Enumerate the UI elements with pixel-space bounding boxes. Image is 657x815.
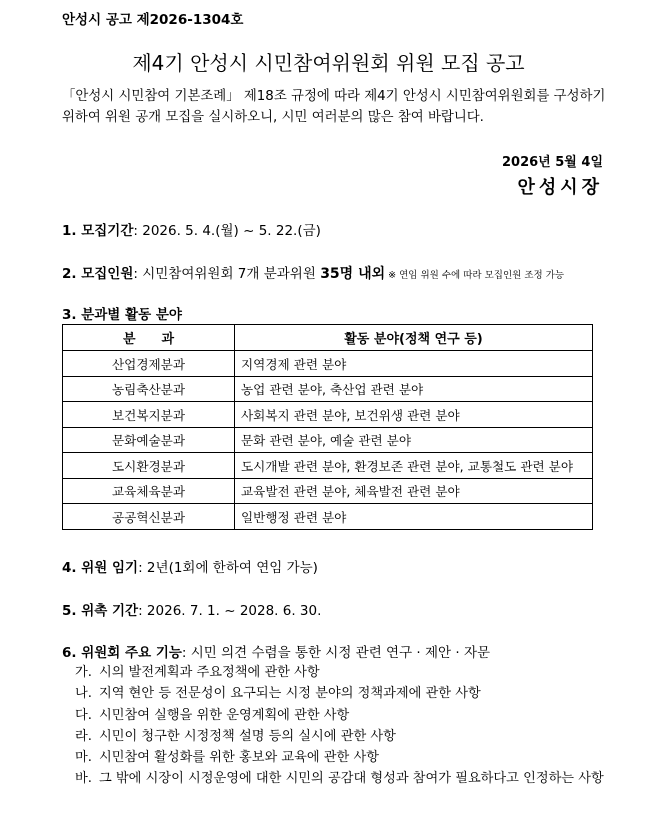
table-cell: 문화예술분과: [63, 427, 235, 453]
member-note: ※ 연임 위원 수에 따라 모집인원 조정 가능: [385, 270, 565, 281]
page-title: 제4기 안성시 시민참여위원회 위원 모집 공고: [132, 51, 525, 75]
table-header-row: [63, 325, 593, 351]
section-heading: 3. 분과별 활동 분야: [62, 307, 182, 323]
table-cell: 도시개발 관련 분야, 환경보존 관련 분야, 교통철도 관련 분야: [235, 453, 593, 479]
table-cell: 사회복지 관련 분야, 보건위생 관련 분야: [235, 402, 593, 428]
member-count: 35명 내외: [320, 266, 386, 282]
table-cell: 보건복지분과: [63, 402, 235, 428]
section-heading: 2. 모집인원: [62, 266, 134, 282]
table-row: [63, 504, 593, 530]
section-commission: [62, 599, 321, 619]
list-item: [75, 662, 609, 683]
section-heading: 1. 모집기간: [62, 223, 134, 239]
list-marker: 가.: [75, 665, 92, 680]
intro-line: 위하여 위원 공개 모집을 실시하오니, 시민 여러분의 많은 참여 바랍니다.: [62, 110, 484, 125]
section-period: [62, 219, 321, 239]
section-value: : 2년(1회에 한하여 연임 가능): [138, 560, 318, 576]
list-item: [75, 747, 609, 768]
list-text: 시민이 청구한 시정정책 설명 등의 실시에 관한 사항: [99, 728, 396, 744]
list-item: [75, 726, 609, 747]
table-row: [63, 453, 593, 479]
notice-date: 2026년 5월 4일: [502, 155, 603, 170]
list-marker: 다.: [75, 707, 92, 723]
table-row: [63, 376, 593, 402]
fields-table: [62, 324, 593, 530]
list-text: 시의 발전계획과 주요정책에 관한 사항: [99, 665, 320, 680]
table-cell: 일반행정 관련 분야: [235, 504, 593, 530]
table-cell: 문화 관련 분야, 예술 관련 분야: [235, 427, 593, 453]
notice-number: 안성시 공고 제2026-1304호: [62, 12, 244, 28]
list-text: 시민참여 실행을 위한 운영계획에 관한 사항: [99, 707, 350, 723]
list-text: 시민참여 활성화를 위한 홍보와 교육에 관한 사항: [99, 750, 379, 766]
signer: 안성시장: [517, 177, 603, 198]
section-heading: 5. 위촉 기간: [62, 603, 139, 619]
section-value: : 시민 의견 수렴을 통한 시정 관련 연구 · 제안 · 자문: [181, 645, 491, 661]
list-marker: 라.: [75, 728, 92, 744]
section-term: [62, 556, 318, 576]
list-marker: 나.: [75, 686, 92, 702]
section-value: : 2026. 7. 1. ~ 2028. 6. 30.: [138, 603, 322, 619]
table-row: [63, 351, 593, 377]
table-cell: 농림축산분과: [63, 376, 235, 402]
table-row: [63, 402, 593, 428]
table-cell: 산업경제분과: [63, 351, 235, 377]
list-item: [75, 705, 609, 726]
list-marker: 바.: [75, 771, 92, 787]
table-cell: 지역경제 관련 분야: [235, 351, 593, 377]
table-cell: 공공혁신분과: [63, 504, 235, 530]
table-cell: 교육체육분과: [63, 478, 235, 504]
column-header: 분과: [63, 325, 235, 351]
section-fields: [62, 303, 182, 323]
table-row: [63, 427, 593, 453]
table-cell: 농업 관련 분야, 축산업 관련 분야: [235, 376, 593, 402]
table-cell: 교육발전 관련 분야, 체육발전 관련 분야: [235, 478, 593, 504]
section-heading: 4. 위원 임기: [62, 560, 139, 576]
table-cell: 도시환경분과: [63, 453, 235, 479]
intro-paragraph: [62, 86, 622, 128]
section-heading: 6. 위원회 주요 기능: [62, 645, 182, 661]
table-row: [63, 478, 593, 504]
section-functions: [62, 641, 490, 661]
section-members: [62, 262, 564, 283]
column-header: 활동 분야(정책 연구 등): [235, 325, 593, 351]
functions-list: [75, 662, 609, 790]
section-value: : 2026. 5. 4.(월) ~ 5. 22.(금): [133, 223, 321, 239]
list-marker: 마.: [75, 750, 92, 766]
section-value: : 시민참여위원회 7개 분과위원: [133, 266, 321, 282]
list-item: [75, 768, 609, 789]
list-text: 그 밖에 시장이 시정운영에 대한 시민의 공감대 형성과 참여가 필요하다고 인정하는 사항: [99, 771, 604, 787]
intro-line: 「안성시 시민참여 기본조례」 제18조 규정에 따라 제4기 안성시 시민참여위원회를 구성하기: [62, 89, 606, 104]
list-item: [75, 683, 609, 704]
list-text: 지역 현안 등 전문성이 요구되는 시정 분야의 정책과제에 관한 사항: [99, 686, 481, 702]
